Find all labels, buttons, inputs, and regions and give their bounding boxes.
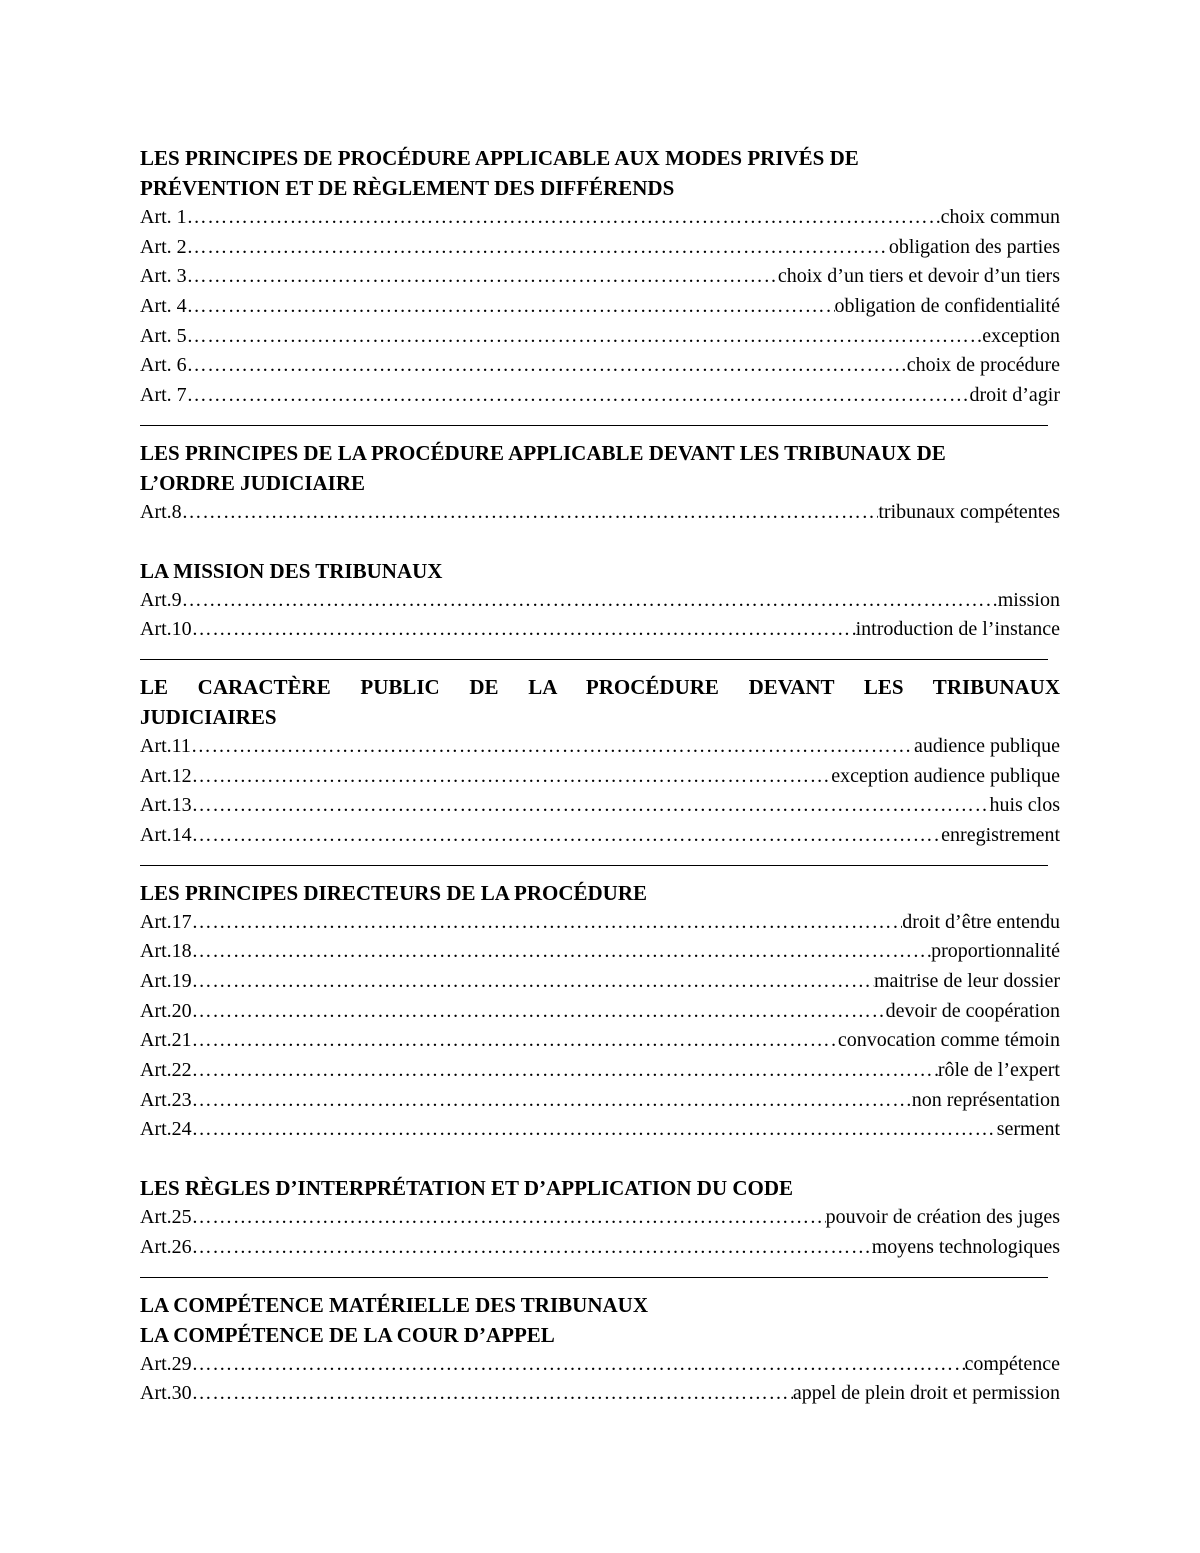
section-divider xyxy=(140,425,1048,426)
section-divider xyxy=(140,865,1048,866)
article-topic: moyens technologiques xyxy=(871,1235,1060,1258)
article-topic: pouvoir de création des juges xyxy=(825,1206,1060,1229)
section-title-line: LE CARACTÈRE PUBLIC DE LA PROCÉDURE DEVANT LES TRIBUNAUX xyxy=(140,674,1060,699)
toc-entry xyxy=(140,615,1060,645)
section-title xyxy=(140,1290,1060,1350)
toc-entry xyxy=(140,967,1060,997)
section-title-line: PRÉVENTION ET DE RÈGLEMENT DES DIFFÉRENDS xyxy=(140,176,675,200)
section-title-line: LES PRINCIPES DE PROCÉDURE APPLICABLE AUX MODES PRIVÉS DE xyxy=(140,146,859,170)
article-topic: tribunaux compétentes xyxy=(878,500,1060,523)
toc-section xyxy=(140,143,1060,411)
article-number: Art. 3 xyxy=(140,265,187,288)
article-number: Art. 2 xyxy=(140,235,187,258)
section-title-line: LA COMPÉTENCE MATÉRIELLE DES TRIBUNAUX xyxy=(140,1292,648,1317)
section-divider xyxy=(140,1277,1048,1278)
article-topic: non représentation xyxy=(911,1088,1060,1111)
leader-dots xyxy=(187,262,778,292)
article-number: Art.23 xyxy=(140,1088,192,1111)
article-topic: exception audience publique xyxy=(831,764,1060,787)
article-number: Art.8 xyxy=(140,500,182,523)
toc-entry xyxy=(140,1115,1060,1145)
section-title xyxy=(140,878,1060,908)
article-topic: proportionnalité xyxy=(931,940,1060,963)
toc-entry xyxy=(140,997,1060,1027)
article-number: Art.14 xyxy=(140,823,192,846)
toc-entry xyxy=(140,1056,1060,1086)
article-number: Art.24 xyxy=(140,1118,192,1141)
toc-entry xyxy=(140,203,1060,233)
article-topic: choix commun xyxy=(940,206,1060,228)
section-title xyxy=(140,143,1060,203)
article-number: Art.17 xyxy=(140,910,192,933)
article-number: Art. 6 xyxy=(140,354,187,377)
leader-dots xyxy=(187,233,889,263)
article-topic: droit d’agir xyxy=(969,384,1060,407)
leader-dots xyxy=(192,791,990,821)
article-number: Art.13 xyxy=(140,794,192,817)
leader-dots xyxy=(192,1115,997,1145)
article-topic: introduction de l’instance xyxy=(855,618,1060,641)
section-title-line: L’ORDRE JUDICIAIRE xyxy=(140,470,366,495)
toc-entry xyxy=(140,1026,1060,1056)
section-title-line: LES RÈGLES D’INTERPRÉTATION ET D’APPLICATION DU CODE xyxy=(140,1176,794,1201)
leader-dots xyxy=(187,203,941,233)
article-topic: devoir de coopération xyxy=(885,999,1060,1022)
article-topic: choix de procédure xyxy=(906,354,1060,377)
toc-section xyxy=(140,878,1060,1146)
leader-dots xyxy=(192,821,941,851)
leader-dots xyxy=(191,732,914,762)
toc-entry xyxy=(140,351,1060,381)
article-number: Art.10 xyxy=(140,618,192,641)
leader-dots xyxy=(192,997,886,1027)
article-number: Art.12 xyxy=(140,764,192,787)
leader-dots xyxy=(192,1233,872,1263)
toc-entry xyxy=(140,586,1060,616)
leader-dots xyxy=(187,381,970,411)
article-number: Art.25 xyxy=(140,1206,192,1229)
toc-section xyxy=(140,672,1060,851)
article-topic: huis clos xyxy=(989,794,1060,817)
toc-entry xyxy=(140,1379,1060,1409)
article-number: Art.9 xyxy=(140,588,182,611)
toc-entry xyxy=(140,233,1060,263)
toc-entry xyxy=(140,498,1060,528)
document-page xyxy=(140,143,1060,1409)
article-topic: convocation comme témoin xyxy=(837,1029,1060,1052)
article-topic: maitrise de leur dossier xyxy=(873,970,1060,992)
article-topic: obligation des parties xyxy=(888,235,1060,258)
section-title-line: LES PRINCIPES DIRECTEURS DE LA PROCÉDURE xyxy=(140,880,648,905)
article-number: Art.21 xyxy=(140,1029,192,1052)
spacer xyxy=(140,528,1060,556)
article-number: Art.11 xyxy=(140,734,191,757)
toc-entry xyxy=(140,762,1060,792)
article-number: Art.18 xyxy=(140,940,192,963)
leader-dots xyxy=(192,1350,965,1380)
leader-dots xyxy=(192,1056,938,1086)
toc-entry xyxy=(140,322,1060,352)
article-topic: mission xyxy=(997,588,1060,611)
article-number: Art. 4 xyxy=(140,295,187,318)
toc-section xyxy=(140,1173,1060,1262)
leader-dots xyxy=(192,1203,826,1233)
leader-dots xyxy=(192,937,931,967)
toc-entry xyxy=(140,381,1060,411)
toc-entry xyxy=(140,791,1060,821)
article-number: Art.20 xyxy=(140,999,192,1022)
article-topic: audience publique xyxy=(913,734,1060,757)
section-divider xyxy=(140,659,1048,660)
leader-dots xyxy=(192,908,903,938)
article-number: Art.22 xyxy=(140,1059,192,1082)
leader-dots xyxy=(192,1379,793,1409)
section-title xyxy=(140,672,1060,732)
leader-dots xyxy=(187,351,907,381)
toc-entry xyxy=(140,1086,1060,1116)
article-topic: exception xyxy=(982,324,1060,347)
toc-entry xyxy=(140,1233,1060,1263)
leader-dots xyxy=(182,586,998,616)
article-number: Art.30 xyxy=(140,1382,192,1405)
leader-dots xyxy=(192,1086,912,1116)
toc-entry xyxy=(140,262,1060,292)
toc-section xyxy=(140,1290,1060,1409)
article-topic: droit d’être entendu xyxy=(902,910,1060,933)
article-number: Art.26 xyxy=(140,1235,192,1258)
toc-entry xyxy=(140,937,1060,967)
toc-section xyxy=(140,438,1060,528)
article-number: Art.29 xyxy=(140,1352,192,1375)
article-topic: compétence xyxy=(964,1352,1060,1375)
spacer xyxy=(140,1145,1060,1173)
leader-dots xyxy=(187,292,835,322)
article-number: Art. 7 xyxy=(140,384,187,407)
article-topic: enregistrement xyxy=(941,823,1060,846)
leader-dots xyxy=(192,615,856,645)
article-number: Art. 5 xyxy=(140,324,187,347)
toc-entry xyxy=(140,732,1060,762)
article-number: Art.19 xyxy=(140,970,192,992)
leader-dots xyxy=(192,1026,838,1056)
toc-section xyxy=(140,556,1060,645)
article-topic: choix d’un tiers et devoir d’un tiers xyxy=(777,265,1060,288)
leader-dots xyxy=(192,967,874,997)
leader-dots xyxy=(182,498,879,528)
toc-entry xyxy=(140,1350,1060,1380)
section-title xyxy=(140,1173,1060,1203)
section-title xyxy=(140,438,1060,498)
toc-entry xyxy=(140,908,1060,938)
section-title-line: LES PRINCIPES DE LA PROCÉDURE APPLICABLE DEVANT LES TRIBUNAUX DE xyxy=(140,440,946,465)
article-topic: rôle de l’expert xyxy=(937,1059,1060,1082)
section-title-line: LA COMPÉTENCE DE LA COUR D’APPEL xyxy=(140,1322,555,1347)
toc-entry xyxy=(140,1203,1060,1233)
leader-dots xyxy=(187,322,983,352)
article-topic: serment xyxy=(996,1118,1060,1141)
toc-entry xyxy=(140,821,1060,851)
toc-entry xyxy=(140,292,1060,322)
article-number: Art. 1 xyxy=(140,206,187,228)
section-title xyxy=(140,556,1060,586)
section-title-line: LA MISSION DES TRIBUNAUX xyxy=(140,558,443,583)
article-topic: obligation de confidentialité xyxy=(834,295,1060,318)
leader-dots xyxy=(192,762,832,792)
section-title-line: JUDICIAIRES xyxy=(140,704,277,729)
article-topic: appel de plein droit et permission xyxy=(792,1382,1060,1405)
